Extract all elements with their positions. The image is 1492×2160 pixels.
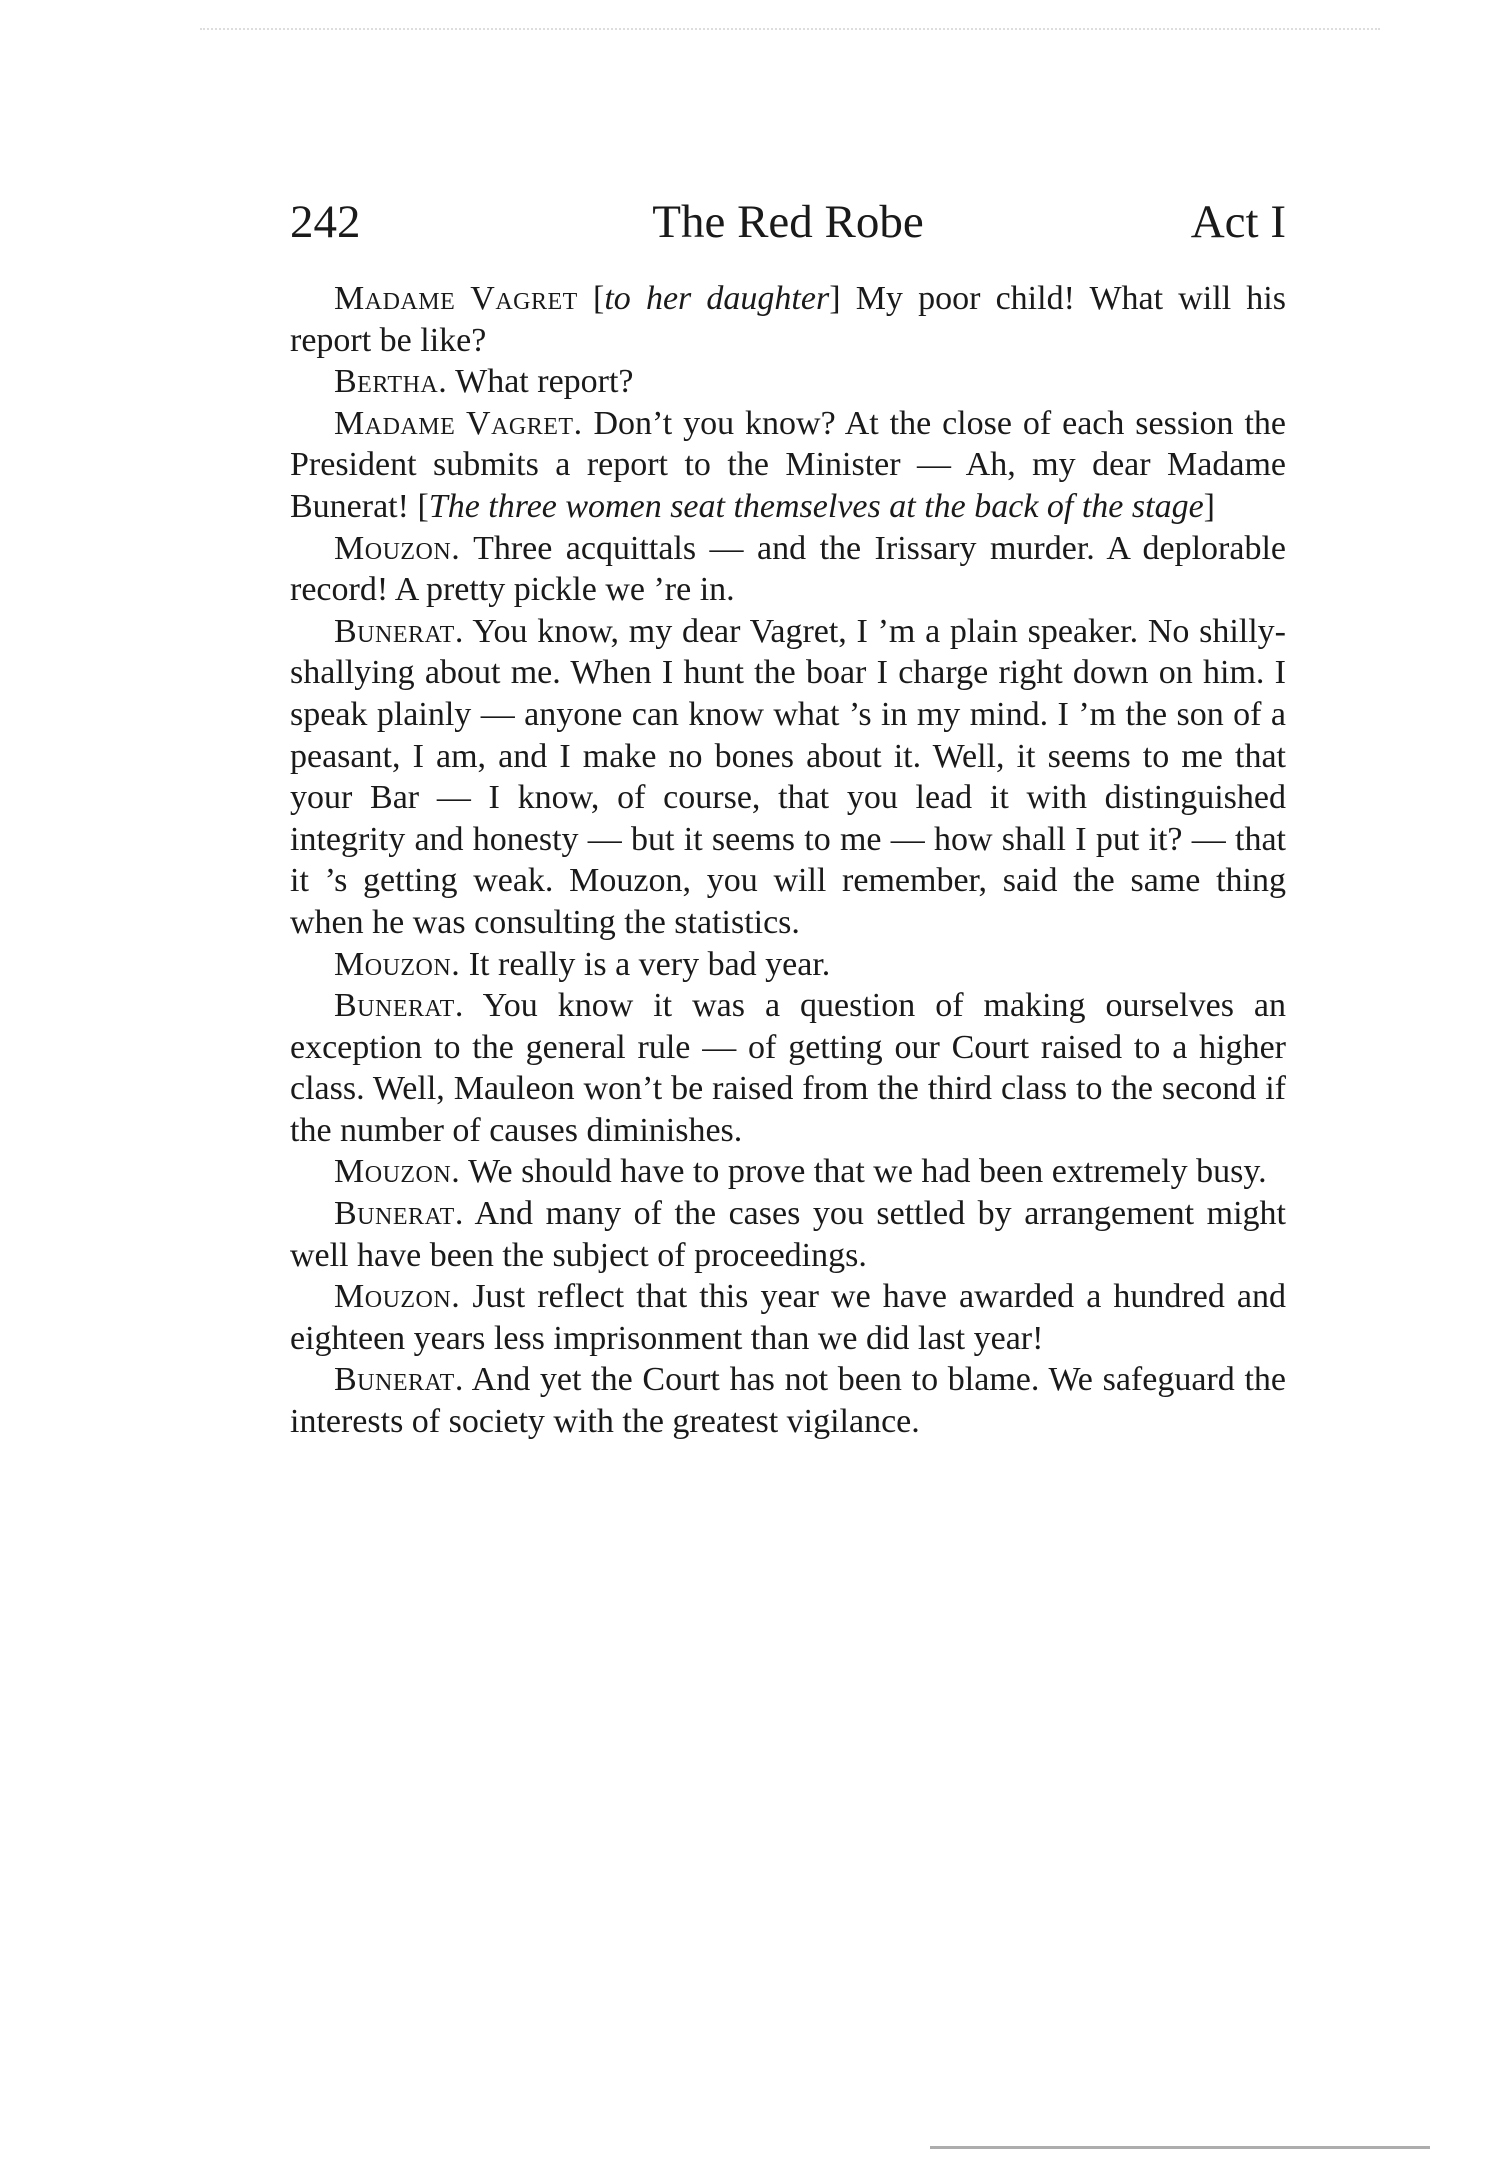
dialogue-line: And yet the Court has not been to blame. We safeguard the interests of society with the greatest vigilance. (290, 1361, 1286, 1441)
speaker-name: Bunerat. (334, 1195, 464, 1233)
dialogue-line: We should have to prove that we had been extremely busy. (460, 1153, 1267, 1191)
scan-artifact-top (200, 28, 1380, 36)
dialogue-paragraph (290, 1276, 1286, 1359)
dialogue-paragraph (290, 278, 1286, 361)
speaker-name: Mouzon. (334, 945, 461, 983)
speaker-name: Bunerat. (334, 612, 464, 650)
dialogue-paragraph (290, 528, 1286, 611)
speaker-name: Madame Vagret. (334, 404, 583, 442)
running-title: The Red Robe (652, 196, 924, 248)
speaker-name: Bunerat. (334, 1361, 464, 1399)
scan-artifact-bottom (930, 2146, 1430, 2155)
dialogue-line: ] My poor child! What will his report be like? (290, 280, 1286, 359)
dialogue-paragraph (290, 403, 1286, 528)
dialogue-text (290, 278, 1286, 1443)
dialogue-line: You know, my dear Vagret, I ’m a plain speaker. No shilly-shallying about me. When I hunt the boar I charge right down on him. I speak plainly — anyone can know what ’s in my mind. I ’m the son of a peasant, I am, and I make no bones about it. Well, it seems to me that your Bar — I know, of course, that you lead it with distinguished integrity and honesty — but it seems to me — how shall I put it? — that it ’s getting weak. Mouzon, you will remember, said the same thing when he was consulting the statistics. (290, 612, 1286, 941)
dialogue-paragraph (290, 1151, 1286, 1193)
stage-direction: The three women seat themselves at the back of the stage (428, 487, 1204, 525)
dialogue-line: You know it was a question of making ourselves an exception to the general rule — of getting our Court raised to a higher class. Well, Mauleon won’t be raised from the third class to the second if the number of causes diminishes. (290, 987, 1286, 1149)
dialogue-line: And many of the cases you settled by arrangement might well have been the subject of proceedings. (290, 1195, 1286, 1274)
dialogue-paragraph (290, 1193, 1286, 1276)
speaker-name: Mouzon. (334, 529, 461, 567)
speaker-name: Mouzon. (334, 1278, 461, 1316)
dialogue-line: It really is a very bad year. (460, 945, 831, 983)
dialogue-line: ] (1203, 487, 1215, 525)
dialogue-paragraph (290, 985, 1286, 1151)
running-head (290, 192, 1286, 252)
speaker-name: Bunerat. (334, 987, 464, 1025)
speaker-name: Mouzon. (334, 1153, 461, 1191)
dialogue-line: Don’t you know? At the close of each session the President submits a report to the Minister — Ah, my dear Madame Bunerat! [ (290, 404, 1286, 525)
speaker-name: Madame Vagret (334, 280, 578, 317)
page-number: 242 (290, 196, 361, 248)
dialogue-line: Just reflect that this year we have awarded a hundred and eighteen years less imprisonment than we did last year! (290, 1278, 1286, 1357)
dialogue-line: Three acquittals — and the Irissary murder. A deplorable record! A pretty pickle we ’re in. (290, 529, 1286, 609)
dialogue-paragraph (290, 1359, 1286, 1442)
dialogue-paragraph (290, 361, 1286, 403)
act-label: Act I (1190, 196, 1286, 248)
stage-direction: to her daughter (604, 280, 830, 317)
speaker-name: Bertha. (334, 363, 448, 401)
dialogue-line: What report? (447, 363, 634, 401)
dialogue-paragraph (290, 611, 1286, 944)
dialogue-line: [ (577, 280, 605, 317)
dialogue-paragraph (290, 944, 1286, 986)
